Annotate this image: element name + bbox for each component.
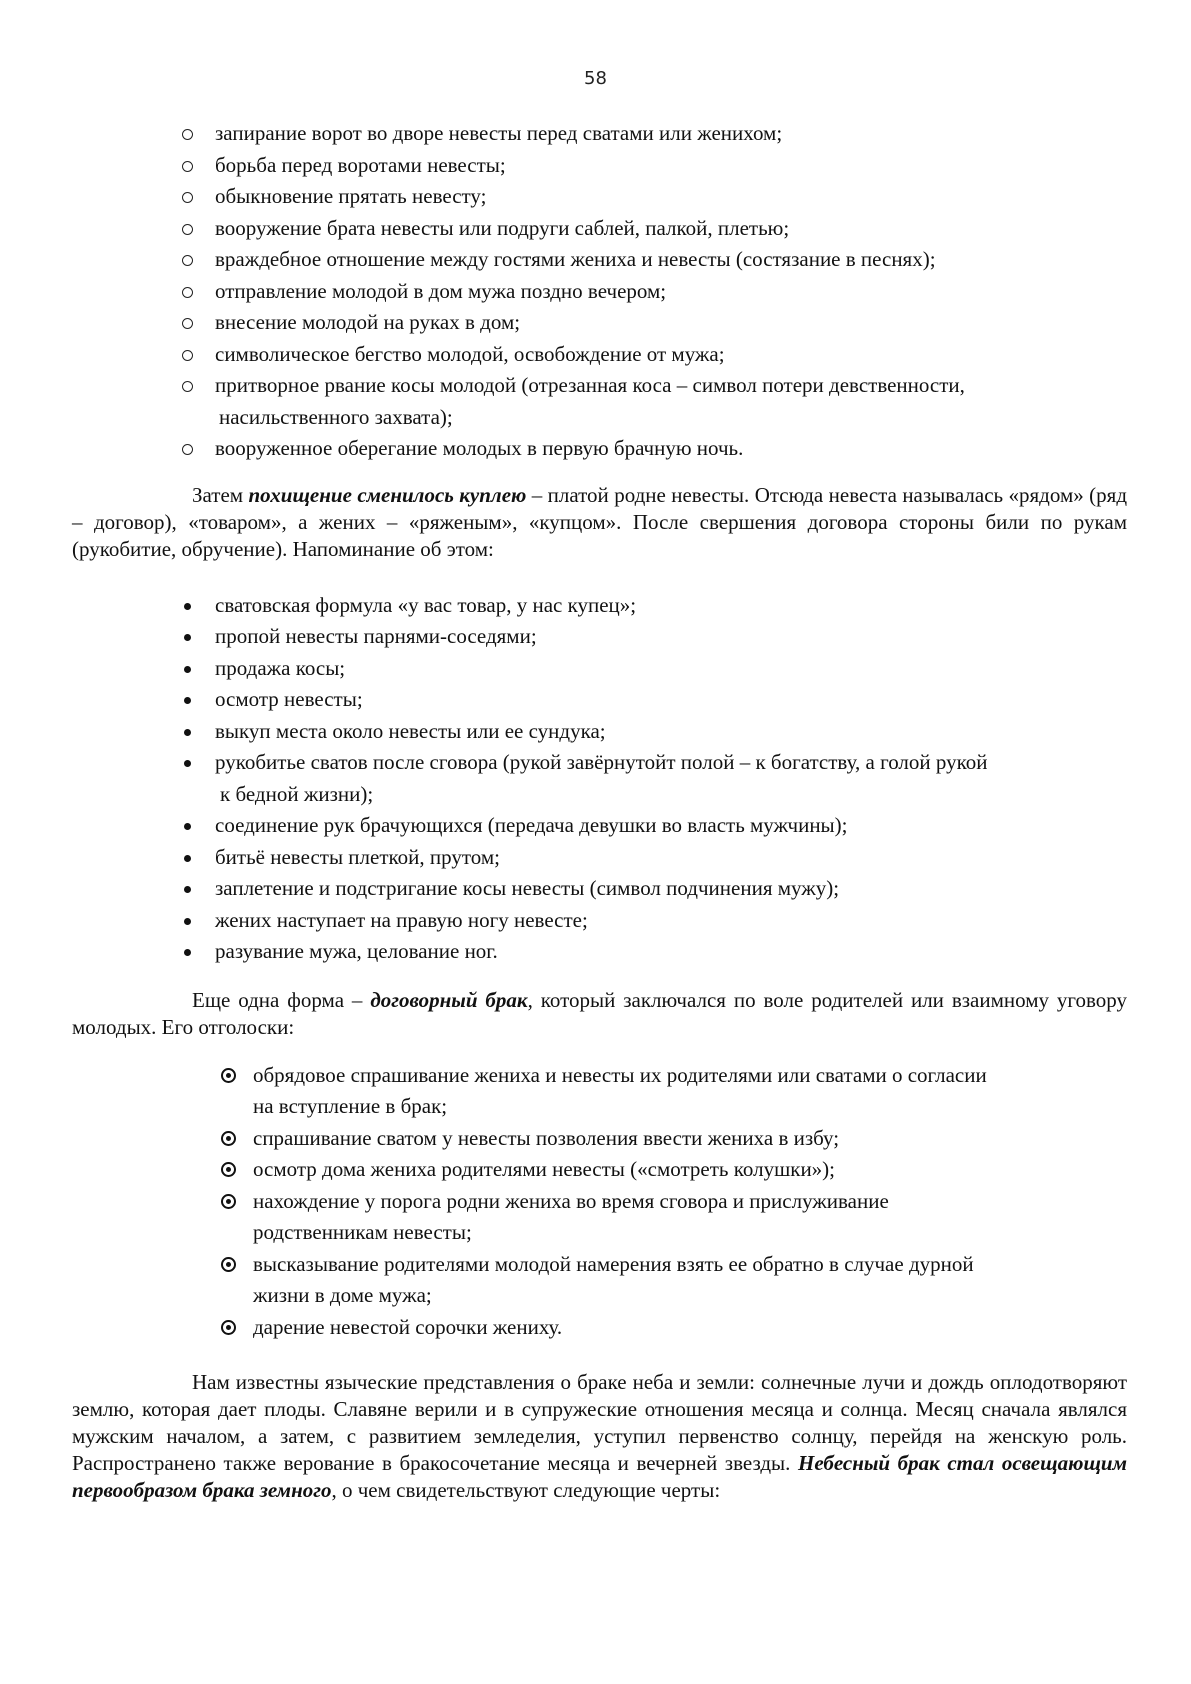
- bullet-icon: [72, 873, 215, 905]
- list-item: [72, 213, 1127, 245]
- bullet-icon: [72, 1186, 253, 1249]
- list-item: [72, 747, 1127, 810]
- text-line: соединение рук брачующихся (передача девушки во власть мужчины);: [215, 813, 848, 837]
- list-item-text: [215, 747, 1127, 810]
- list-item-text: [215, 936, 1127, 968]
- bullet-icon: [72, 370, 215, 433]
- spacer: [72, 563, 1127, 590]
- spacer: [72, 1343, 1127, 1369]
- list-item: [72, 621, 1127, 653]
- paragraph-heavenly-marriage: [72, 1369, 1127, 1504]
- paragraph-text: Нам известны языческие представления о браке неба и земли: солнечные лучи и дождь оплодотворяют землю, которая дает плоды. Славяне верили и в супружеские отношения месяца и солнца. Месяц сначала являлся мужским началом, а затем, с развитием земледелия, уступил первенство солнцу, перейдя на женскую роль. Распространено также верование в бракосочетание месяца и вечерней звезды.: [72, 1370, 1127, 1475]
- text-line: сватовская формула «у вас товар, у нас купец»;: [215, 592, 637, 617]
- list-item: [72, 276, 1127, 308]
- bullet-icon: [72, 747, 215, 810]
- bullet-icon: [72, 181, 215, 213]
- bullet-icon: [72, 653, 215, 685]
- list-item-text: [215, 339, 1127, 371]
- list-item: [72, 307, 1127, 339]
- list-item-text: [215, 370, 1127, 433]
- bullet-icon: [72, 810, 215, 842]
- emphasis-text: договорный брак: [370, 987, 528, 1012]
- text-line: жизни в доме мужа;: [253, 1283, 432, 1307]
- list-item-text: [215, 276, 1127, 308]
- list-item: [72, 716, 1127, 748]
- bullet-icon: [72, 150, 215, 182]
- text-line: жених наступает на правую ногу невесте;: [215, 907, 588, 932]
- list-item: [72, 181, 1127, 213]
- text-line: насильственного захвата);: [219, 404, 453, 429]
- page-number: 58: [584, 68, 607, 89]
- bullet-icon: [72, 244, 215, 276]
- list-item: [72, 1060, 1127, 1123]
- list-item: [72, 339, 1127, 371]
- list-item: [72, 1249, 1127, 1312]
- text-line: вооруженное оберегание молодых в первую брачную ночь.: [215, 436, 744, 460]
- list-item-text: [215, 873, 1127, 905]
- bullet-icon: [72, 1249, 253, 1312]
- text-line: к бедной жизни);: [220, 781, 374, 806]
- bullet-icon: [72, 307, 215, 339]
- list-item-text: [215, 590, 1127, 622]
- text-line: выкуп места около невесты или ее сундука;: [215, 718, 606, 743]
- text-line: на вступление в брак;: [253, 1094, 448, 1118]
- list-item-text: [215, 621, 1127, 653]
- list-item-text: [215, 684, 1127, 716]
- bullet-icon: [72, 118, 215, 150]
- bullet-icon: [72, 684, 215, 716]
- bullet-icon: [72, 716, 215, 748]
- list-item: [72, 1312, 1127, 1344]
- text-line: дарение невестой сорочки жениху.: [253, 1314, 563, 1339]
- paragraph-text: , который заключался по воле родителей или взаимному уговору молодых. Его отголоски:: [72, 987, 1127, 1039]
- bullet-icon: [72, 339, 215, 371]
- list-item-text: [253, 1123, 1127, 1155]
- list-item-text: [215, 653, 1127, 685]
- list-item: [72, 684, 1127, 716]
- bullet-icon: [72, 213, 215, 245]
- list-item-text: [215, 307, 1127, 339]
- text-line: продажа косы;: [215, 655, 346, 680]
- text-line: рукобитье сватов после сговора (рукой завёрнутойт полой – к богатству, а голой рукой: [215, 750, 988, 774]
- text-line: запирание ворот во дворе невесты перед сватами или женихом;: [215, 121, 783, 145]
- bullet-icon: [72, 590, 215, 622]
- list-item-text: [215, 213, 1127, 245]
- list-item-text: [253, 1249, 1127, 1312]
- list-item: [72, 370, 1127, 433]
- list-item: [72, 936, 1127, 968]
- paragraph-text: Еще одна форма –: [192, 987, 371, 1012]
- text-line: внесение молодой на руках в дом;: [215, 310, 521, 334]
- list-item: [72, 118, 1127, 150]
- text-line: осмотр дома жениха родителями невесты («смотреть колушки»);: [253, 1157, 836, 1181]
- text-line: родственникам невесты;: [253, 1220, 472, 1244]
- list-item-text: [215, 150, 1127, 182]
- bullet-icon: [72, 1123, 253, 1155]
- list-item: [72, 1154, 1127, 1186]
- list-item: [72, 653, 1127, 685]
- text-line: отправление молодой в дом мужа поздно вечером;: [215, 278, 667, 303]
- paragraph-contract: [72, 987, 1127, 1041]
- list-item-text: [215, 842, 1127, 874]
- paragraph-purchase: [72, 482, 1127, 563]
- text-line: обрядовое спрашивание жениха и невесты их родителями или сватами о согласии: [253, 1062, 987, 1087]
- text-line: разувание мужа, целование ног.: [215, 939, 498, 963]
- bullet-icon: [72, 936, 215, 968]
- bullet-icon: [72, 621, 215, 653]
- text-line: спрашивание сватом у невесты позволения ввести жениха в избу;: [253, 1125, 840, 1150]
- bullet-icon: [72, 1154, 253, 1186]
- bullet-icon: [72, 1312, 253, 1344]
- list-target: [72, 1060, 1127, 1344]
- bullet-icon: [72, 433, 215, 465]
- text-line: притворное рвание косы молодой (отрезанная коса – символ потери девственности,: [215, 373, 965, 397]
- list-item-text: [253, 1060, 1127, 1123]
- list-disc: [72, 590, 1127, 968]
- bullet-icon: [72, 1060, 253, 1123]
- list-item: [72, 590, 1127, 622]
- text-line: символическое бегство молодой, освобождение от мужа;: [215, 341, 725, 366]
- list-item: [72, 905, 1127, 937]
- spacer: [72, 968, 1127, 987]
- list-item: [72, 842, 1127, 874]
- list-item: [72, 244, 1127, 276]
- list-item-text: [253, 1154, 1127, 1186]
- paragraph-text: Затем: [192, 482, 249, 507]
- bullet-icon: [72, 842, 215, 874]
- text-line: битьё невесты плеткой, прутом;: [215, 844, 500, 869]
- list-item-text: [215, 433, 1127, 465]
- list-item-text: [215, 244, 1127, 276]
- paragraph-text: – платой родне невесты. Отсюда невеста называлась «рядом» (ряд – договор), «товаром», а жених – «ряженым», «купцом». После свершения договора стороны били по рукам (рукобитие, обручение). Напоминание об этом:: [72, 482, 1127, 561]
- paragraph-text: , о чем свидетельствуют следующие черты:: [331, 1478, 721, 1502]
- text-line: пропой невесты парнями-соседями;: [215, 624, 537, 648]
- list-item: [72, 150, 1127, 182]
- text-line: борьба перед воротами невесты;: [215, 152, 506, 177]
- bullet-icon: [72, 905, 215, 937]
- list-item: [72, 433, 1127, 465]
- emphasis-text: похищение сменилось куплею: [248, 482, 527, 507]
- list-item-text: [253, 1186, 1127, 1249]
- spacer: [72, 1041, 1127, 1060]
- text-line: вооружение брата невесты или подруги саблей, палкой, плетью;: [215, 215, 790, 240]
- list-item-text: [215, 905, 1127, 937]
- list-item-text: [215, 810, 1127, 842]
- list-circle: [72, 118, 1127, 465]
- list-item-text: [215, 181, 1127, 213]
- text-line: враждебное отношение между гостями жениха и невесты (состязание в песнях);: [215, 247, 936, 271]
- list-item: [72, 810, 1127, 842]
- list-item-text: [215, 716, 1127, 748]
- text-line: обыкновение прятать невесту;: [215, 184, 487, 208]
- text-line: нахождение у порога родни жениха во время сговора и прислуживание: [253, 1188, 889, 1213]
- text-line: осмотр невесты;: [215, 687, 363, 711]
- list-item: [72, 1123, 1127, 1155]
- list-item: [72, 873, 1127, 905]
- list-item-text: [215, 118, 1127, 150]
- list-item-text: [253, 1312, 1127, 1344]
- page-content: [72, 118, 1127, 1504]
- text-line: заплетение и подстригание косы невесты (символ подчинения мужу);: [215, 876, 840, 900]
- spacer: [72, 465, 1127, 482]
- bullet-icon: [72, 276, 215, 308]
- text-line: высказывание родителями молодой намерения взять ее обратно в случае дурной: [253, 1251, 974, 1276]
- list-item: [72, 1186, 1127, 1249]
- emphasis-text: Небесный брак стал освещающим первообразом брака земного: [72, 1451, 1127, 1502]
